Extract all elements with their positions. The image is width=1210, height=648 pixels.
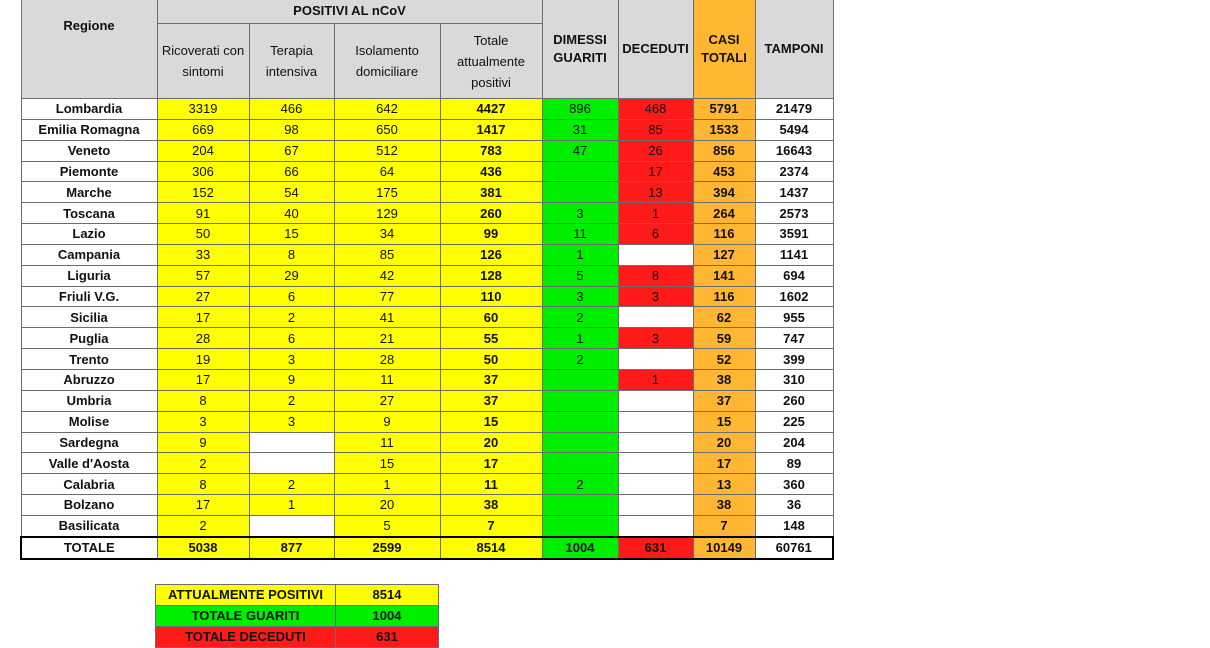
cell-ricoverati: 57 bbox=[157, 265, 249, 286]
cell-ricoverati: 33 bbox=[157, 244, 249, 265]
cell-deceduti bbox=[618, 515, 693, 536]
cell-terapia: 8 bbox=[249, 244, 334, 265]
cell-dimessi bbox=[542, 390, 618, 411]
cell-dimessi bbox=[542, 495, 618, 516]
cell-deceduti: 17 bbox=[618, 161, 693, 182]
cell-ricoverati: 306 bbox=[157, 161, 249, 182]
summary-value: 8514 bbox=[336, 585, 439, 606]
totals-row bbox=[21, 537, 833, 559]
cell-ricoverati: 28 bbox=[157, 328, 249, 349]
cell-terapia: 54 bbox=[249, 182, 334, 203]
cell-totale-positivi: 37 bbox=[440, 390, 542, 411]
cell-dimessi bbox=[542, 182, 618, 203]
cell-regione: Bolzano bbox=[21, 495, 157, 516]
cell-regione: Umbria bbox=[21, 390, 157, 411]
table-row bbox=[21, 349, 833, 370]
cell-ricoverati: 204 bbox=[157, 140, 249, 161]
table-row bbox=[21, 99, 833, 120]
cell-casi-totali: 116 bbox=[693, 224, 755, 245]
cell-totale-positivi: 381 bbox=[440, 182, 542, 203]
cell-tamponi: 21479 bbox=[755, 99, 833, 120]
cell-terapia: 3 bbox=[249, 411, 334, 432]
header-casi-totali: CASI TOTALI bbox=[693, 0, 755, 99]
cell-totale-positivi: 17 bbox=[440, 453, 542, 474]
cell-tamponi: 747 bbox=[755, 328, 833, 349]
cell-isolamento: 129 bbox=[334, 203, 440, 224]
cell-tamponi: 2374 bbox=[755, 161, 833, 182]
cell-regione: Campania bbox=[21, 244, 157, 265]
cell-deceduti bbox=[618, 474, 693, 495]
cell-ricoverati: 27 bbox=[157, 286, 249, 307]
table-row bbox=[21, 515, 833, 536]
header-ricoverati: Ricoverati con sintomi bbox=[157, 24, 249, 99]
cell-totale-positivi: 15 bbox=[440, 411, 542, 432]
cell-regione: Sardegna bbox=[21, 432, 157, 453]
cell-dimessi: 47 bbox=[542, 140, 618, 161]
cell-dimessi: 1 bbox=[542, 244, 618, 265]
cell-tamponi: 5494 bbox=[755, 119, 833, 140]
cell-totale-positivi: 50 bbox=[440, 349, 542, 370]
cell-ricoverati: 2 bbox=[157, 453, 249, 474]
cell-regione: Sicilia bbox=[21, 307, 157, 328]
table-row bbox=[21, 203, 833, 224]
cell-tamponi: 89 bbox=[755, 453, 833, 474]
table-row bbox=[21, 390, 833, 411]
total-ricoverati: 5038 bbox=[157, 537, 249, 559]
total-totale: 8514 bbox=[440, 537, 542, 559]
header-terapia: Terapia intensiva bbox=[249, 24, 334, 99]
cell-totale-positivi: 128 bbox=[440, 265, 542, 286]
cell-deceduti: 8 bbox=[618, 265, 693, 286]
cell-deceduti: 1 bbox=[618, 369, 693, 390]
cell-dimessi: 31 bbox=[542, 119, 618, 140]
header-regione: Regione bbox=[21, 0, 157, 99]
cell-isolamento: 11 bbox=[334, 369, 440, 390]
cell-totale-positivi: 99 bbox=[440, 224, 542, 245]
cell-terapia: 67 bbox=[249, 140, 334, 161]
table-row bbox=[21, 140, 833, 161]
cell-ricoverati: 17 bbox=[157, 307, 249, 328]
table-row bbox=[21, 265, 833, 286]
cell-tamponi: 204 bbox=[755, 432, 833, 453]
cell-casi-totali: 116 bbox=[693, 286, 755, 307]
cell-tamponi: 310 bbox=[755, 369, 833, 390]
cell-regione: Lombardia bbox=[21, 99, 157, 120]
cell-tamponi: 1437 bbox=[755, 182, 833, 203]
cell-casi-totali: 856 bbox=[693, 140, 755, 161]
cell-ricoverati: 50 bbox=[157, 224, 249, 245]
total-tamponi: 60761 bbox=[755, 537, 833, 559]
cell-totale-positivi: 4427 bbox=[440, 99, 542, 120]
cell-regione: Toscana bbox=[21, 203, 157, 224]
cell-terapia: 1 bbox=[249, 495, 334, 516]
cell-terapia: 15 bbox=[249, 224, 334, 245]
table-row bbox=[21, 286, 833, 307]
cell-deceduti bbox=[618, 411, 693, 432]
table-row bbox=[21, 453, 833, 474]
cell-ricoverati: 19 bbox=[157, 349, 249, 370]
cell-deceduti bbox=[618, 495, 693, 516]
table-row bbox=[21, 182, 833, 203]
cell-terapia: 29 bbox=[249, 265, 334, 286]
cell-isolamento: 512 bbox=[334, 140, 440, 161]
table-row bbox=[21, 369, 833, 390]
cell-deceduti bbox=[618, 453, 693, 474]
summary-label: TOTALE GUARITI bbox=[156, 606, 336, 627]
cell-casi-totali: 38 bbox=[693, 495, 755, 516]
cell-ricoverati: 3 bbox=[157, 411, 249, 432]
total-dimessi: 1004 bbox=[542, 537, 618, 559]
cell-isolamento: 11 bbox=[334, 432, 440, 453]
cell-casi-totali: 15 bbox=[693, 411, 755, 432]
cell-dimessi bbox=[542, 515, 618, 536]
cell-isolamento: 41 bbox=[334, 307, 440, 328]
cell-totale-positivi: 11 bbox=[440, 474, 542, 495]
cell-tamponi: 1602 bbox=[755, 286, 833, 307]
cell-totale-positivi: 60 bbox=[440, 307, 542, 328]
cell-totale-positivi: 436 bbox=[440, 161, 542, 182]
cell-casi-totali: 1533 bbox=[693, 119, 755, 140]
cell-dimessi: 5 bbox=[542, 265, 618, 286]
cell-deceduti bbox=[618, 349, 693, 370]
cell-terapia bbox=[249, 432, 334, 453]
cell-dimessi bbox=[542, 161, 618, 182]
cell-casi-totali: 37 bbox=[693, 390, 755, 411]
cell-isolamento: 77 bbox=[334, 286, 440, 307]
cell-deceduti bbox=[618, 244, 693, 265]
table-row bbox=[21, 474, 833, 495]
summary-value: 1004 bbox=[336, 606, 439, 627]
cell-tamponi: 16643 bbox=[755, 140, 833, 161]
cell-isolamento: 34 bbox=[334, 224, 440, 245]
summary-table bbox=[155, 584, 439, 648]
cell-totale-positivi: 260 bbox=[440, 203, 542, 224]
cell-deceduti: 468 bbox=[618, 99, 693, 120]
cell-isolamento: 15 bbox=[334, 453, 440, 474]
cell-tamponi: 694 bbox=[755, 265, 833, 286]
total-isolamento: 2599 bbox=[334, 537, 440, 559]
summary-label: TOTALE DECEDUTI bbox=[156, 627, 336, 648]
cell-isolamento: 9 bbox=[334, 411, 440, 432]
cell-casi-totali: 7 bbox=[693, 515, 755, 536]
table-row bbox=[21, 161, 833, 182]
table-row bbox=[21, 119, 833, 140]
covid-region-table bbox=[20, 0, 834, 560]
cell-deceduti: 6 bbox=[618, 224, 693, 245]
cell-deceduti bbox=[618, 307, 693, 328]
table-row bbox=[21, 328, 833, 349]
cell-tamponi: 1141 bbox=[755, 244, 833, 265]
cell-dimessi: 896 bbox=[542, 99, 618, 120]
total-label: TOTALE bbox=[21, 537, 157, 559]
cell-regione: Emilia Romagna bbox=[21, 119, 157, 140]
header-dimessi: DIMESSI GUARITI bbox=[542, 0, 618, 99]
cell-regione: Abruzzo bbox=[21, 369, 157, 390]
cell-dimessi: 1 bbox=[542, 328, 618, 349]
cell-terapia: 6 bbox=[249, 328, 334, 349]
cell-totale-positivi: 1417 bbox=[440, 119, 542, 140]
cell-regione: Valle d'Aosta bbox=[21, 453, 157, 474]
cell-casi-totali: 17 bbox=[693, 453, 755, 474]
cell-regione: Trento bbox=[21, 349, 157, 370]
cell-regione: Basilicata bbox=[21, 515, 157, 536]
cell-regione: Liguria bbox=[21, 265, 157, 286]
cell-ricoverati: 152 bbox=[157, 182, 249, 203]
cell-totale-positivi: 55 bbox=[440, 328, 542, 349]
cell-casi-totali: 141 bbox=[693, 265, 755, 286]
table-row bbox=[21, 244, 833, 265]
cell-dimessi: 3 bbox=[542, 286, 618, 307]
cell-tamponi: 360 bbox=[755, 474, 833, 495]
total-terapia: 877 bbox=[249, 537, 334, 559]
table-row bbox=[21, 307, 833, 328]
cell-totale-positivi: 783 bbox=[440, 140, 542, 161]
cell-tamponi: 225 bbox=[755, 411, 833, 432]
cell-dimessi: 2 bbox=[542, 307, 618, 328]
cell-ricoverati: 9 bbox=[157, 432, 249, 453]
cell-regione: Calabria bbox=[21, 474, 157, 495]
cell-deceduti bbox=[618, 432, 693, 453]
cell-isolamento: 650 bbox=[334, 119, 440, 140]
cell-terapia: 66 bbox=[249, 161, 334, 182]
cell-deceduti bbox=[618, 390, 693, 411]
cell-isolamento: 85 bbox=[334, 244, 440, 265]
cell-tamponi: 260 bbox=[755, 390, 833, 411]
cell-isolamento: 28 bbox=[334, 349, 440, 370]
cell-dimessi: 2 bbox=[542, 474, 618, 495]
cell-deceduti: 1 bbox=[618, 203, 693, 224]
cell-tamponi: 36 bbox=[755, 495, 833, 516]
summary-label: ATTUALMENTE POSITIVI bbox=[156, 585, 336, 606]
cell-dimessi: 3 bbox=[542, 203, 618, 224]
total-deceduti: 631 bbox=[618, 537, 693, 559]
cell-totale-positivi: 20 bbox=[440, 432, 542, 453]
cell-tamponi: 3591 bbox=[755, 224, 833, 245]
cell-tamponi: 2573 bbox=[755, 203, 833, 224]
header-totale-positivi: Totale attualmente positivi bbox=[440, 24, 542, 99]
cell-casi-totali: 62 bbox=[693, 307, 755, 328]
cell-ricoverati: 17 bbox=[157, 495, 249, 516]
summary-row-deceduti bbox=[156, 627, 439, 648]
cell-casi-totali: 453 bbox=[693, 161, 755, 182]
cell-isolamento: 5 bbox=[334, 515, 440, 536]
cell-regione: Veneto bbox=[21, 140, 157, 161]
cell-casi-totali: 38 bbox=[693, 369, 755, 390]
cell-ricoverati: 8 bbox=[157, 390, 249, 411]
cell-terapia: 6 bbox=[249, 286, 334, 307]
cell-terapia: 2 bbox=[249, 474, 334, 495]
cell-ricoverati: 669 bbox=[157, 119, 249, 140]
cell-regione: Puglia bbox=[21, 328, 157, 349]
cell-regione: Molise bbox=[21, 411, 157, 432]
table-row bbox=[21, 411, 833, 432]
cell-terapia: 466 bbox=[249, 99, 334, 120]
cell-terapia: 2 bbox=[249, 390, 334, 411]
header-isolamento: Isolamento domiciliare bbox=[334, 24, 440, 99]
header-positivi-group: POSITIVI AL nCoV bbox=[157, 0, 542, 24]
cell-terapia: 98 bbox=[249, 119, 334, 140]
cell-terapia: 40 bbox=[249, 203, 334, 224]
cell-dimessi: 2 bbox=[542, 349, 618, 370]
cell-ricoverati: 17 bbox=[157, 369, 249, 390]
cell-casi-totali: 52 bbox=[693, 349, 755, 370]
cell-dimessi bbox=[542, 432, 618, 453]
cell-deceduti: 3 bbox=[618, 286, 693, 307]
cell-casi-totali: 20 bbox=[693, 432, 755, 453]
cell-dimessi bbox=[542, 453, 618, 474]
cell-dimessi bbox=[542, 369, 618, 390]
table-row bbox=[21, 495, 833, 516]
cell-isolamento: 21 bbox=[334, 328, 440, 349]
cell-totale-positivi: 38 bbox=[440, 495, 542, 516]
cell-tamponi: 399 bbox=[755, 349, 833, 370]
table-row bbox=[21, 432, 833, 453]
cell-isolamento: 20 bbox=[334, 495, 440, 516]
cell-isolamento: 175 bbox=[334, 182, 440, 203]
summary-row-positivi bbox=[156, 585, 439, 606]
cell-ricoverati: 2 bbox=[157, 515, 249, 536]
table-row bbox=[21, 224, 833, 245]
cell-isolamento: 64 bbox=[334, 161, 440, 182]
total-casi: 10149 bbox=[693, 537, 755, 559]
cell-totale-positivi: 7 bbox=[440, 515, 542, 536]
cell-ricoverati: 8 bbox=[157, 474, 249, 495]
summary-row-guariti bbox=[156, 606, 439, 627]
cell-terapia: 3 bbox=[249, 349, 334, 370]
cell-tamponi: 148 bbox=[755, 515, 833, 536]
cell-terapia bbox=[249, 453, 334, 474]
cell-casi-totali: 13 bbox=[693, 474, 755, 495]
cell-isolamento: 27 bbox=[334, 390, 440, 411]
cell-terapia: 9 bbox=[249, 369, 334, 390]
cell-isolamento: 1 bbox=[334, 474, 440, 495]
cell-regione: Marche bbox=[21, 182, 157, 203]
cell-isolamento: 642 bbox=[334, 99, 440, 120]
summary-value: 631 bbox=[336, 627, 439, 648]
cell-regione: Piemonte bbox=[21, 161, 157, 182]
cell-totale-positivi: 37 bbox=[440, 369, 542, 390]
cell-deceduti: 3 bbox=[618, 328, 693, 349]
cell-isolamento: 42 bbox=[334, 265, 440, 286]
cell-terapia: 2 bbox=[249, 307, 334, 328]
cell-deceduti: 13 bbox=[618, 182, 693, 203]
header-deceduti: DECEDUTI bbox=[618, 0, 693, 99]
cell-deceduti: 85 bbox=[618, 119, 693, 140]
cell-ricoverati: 3319 bbox=[157, 99, 249, 120]
header-tamponi: TAMPONI bbox=[755, 0, 833, 99]
cell-casi-totali: 5791 bbox=[693, 99, 755, 120]
cell-terapia bbox=[249, 515, 334, 536]
cell-tamponi: 955 bbox=[755, 307, 833, 328]
cell-casi-totali: 264 bbox=[693, 203, 755, 224]
cell-deceduti: 26 bbox=[618, 140, 693, 161]
cell-totale-positivi: 110 bbox=[440, 286, 542, 307]
cell-casi-totali: 59 bbox=[693, 328, 755, 349]
cell-totale-positivi: 126 bbox=[440, 244, 542, 265]
cell-dimessi bbox=[542, 411, 618, 432]
cell-regione: Friuli V.G. bbox=[21, 286, 157, 307]
cell-regione: Lazio bbox=[21, 224, 157, 245]
cell-casi-totali: 394 bbox=[693, 182, 755, 203]
cell-dimessi: 11 bbox=[542, 224, 618, 245]
cell-casi-totali: 127 bbox=[693, 244, 755, 265]
cell-ricoverati: 91 bbox=[157, 203, 249, 224]
